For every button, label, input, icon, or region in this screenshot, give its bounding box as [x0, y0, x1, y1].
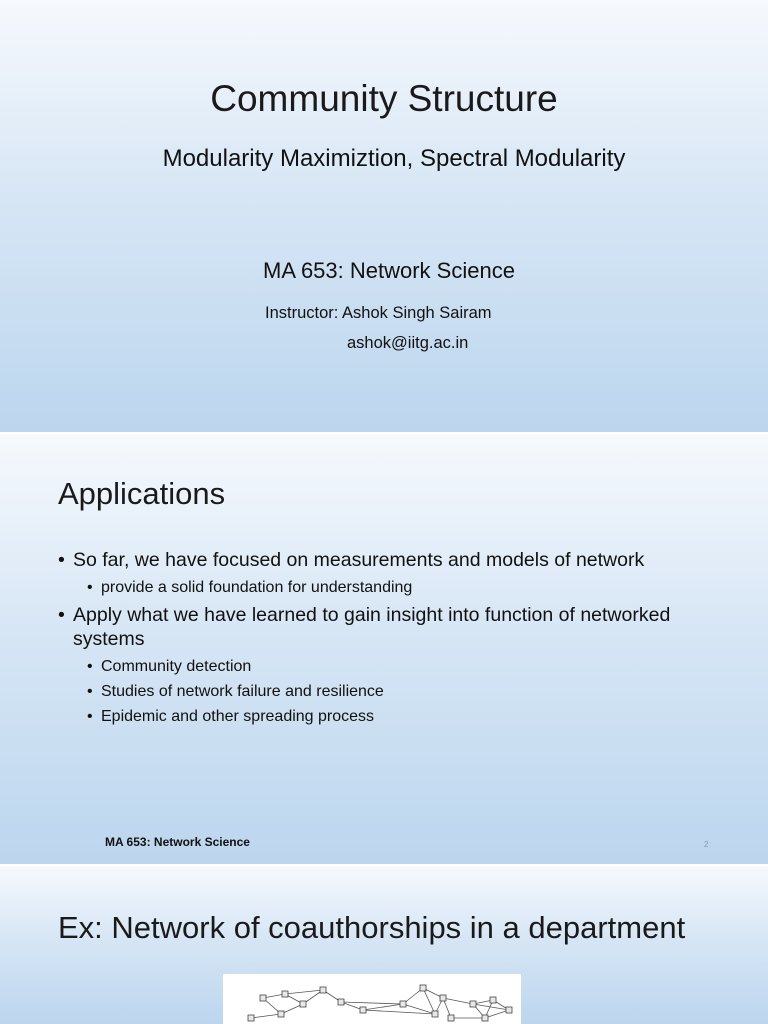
page-number: 2 — [704, 840, 709, 849]
slide-title-heading: Community Structure — [210, 78, 558, 119]
example-heading: Ex: Network of coauthorships in a department — [58, 910, 686, 945]
instructor-email: ashok@iitg.ac.in — [347, 334, 469, 352]
instructor-name: Instructor: Ashok Singh Sairam — [265, 304, 492, 322]
applications-heading: Applications — [58, 476, 226, 511]
sub-bullet-item: • Community detection — [58, 657, 738, 677]
slide-subtitle: Modularity Maximiztion, Spectral Modularity — [162, 145, 626, 172]
bullet-list — [58, 548, 738, 732]
sub-bullet-item: • Studies of network failure and resilience — [58, 682, 738, 702]
slide-title — [0, 0, 768, 432]
network-graph-figure — [223, 974, 521, 1024]
bullet-item: • Apply what we have learned to gain insight into function of networked systems — [58, 603, 738, 651]
sub-bullet-item: • Epidemic and other spreading process — [58, 707, 738, 727]
bullet-item: • So far, we have focused on measurements and models of network — [58, 548, 738, 572]
sub-bullet-item: • provide a solid foundation for understanding — [58, 578, 738, 598]
slide-footer: MA 653: Network Science — [105, 835, 250, 849]
course-name: MA 653: Network Science — [263, 258, 515, 283]
network-graph-image — [223, 974, 521, 1024]
